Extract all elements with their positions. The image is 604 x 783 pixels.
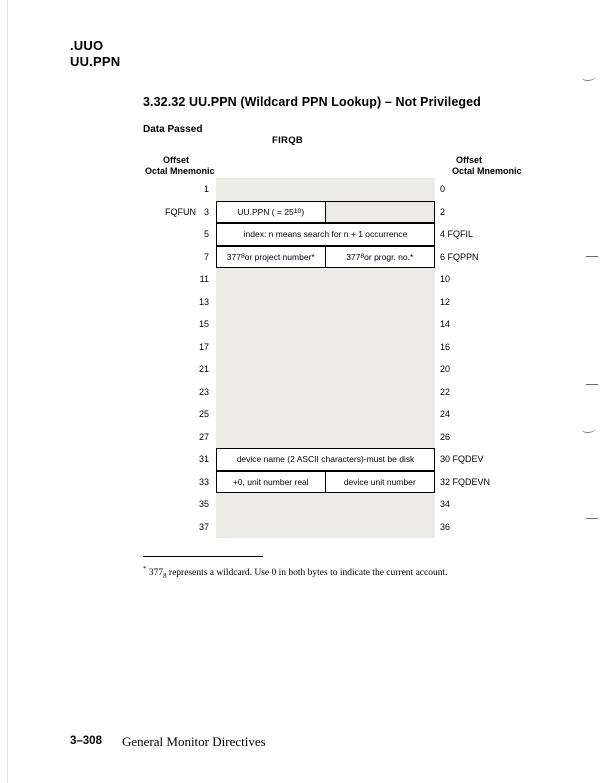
firqb-row — [216, 246, 435, 269]
firqb-row — [216, 358, 435, 381]
firqb-cell: +0, unit number real — [217, 472, 326, 493]
data-passed-label: Data Passed — [143, 124, 203, 135]
right-column-header-line2: Octal Mnemonic — [452, 166, 522, 176]
firqb-cell — [326, 202, 435, 223]
scan-edge-mark — [586, 384, 598, 385]
left-offset-mnemonic: FQFUN — [165, 206, 196, 217]
left-offset-octal: 21 — [198, 364, 209, 374]
right-offset-label: 4 FQFIL — [440, 229, 474, 239]
firqb-diagram — [143, 178, 491, 538]
right-offset-label: 16 — [440, 341, 451, 352]
left-column-header — [145, 155, 215, 177]
right-offset-label: 36 — [440, 521, 451, 532]
scan-edge-mark — [586, 256, 598, 257]
left-offset-octal: 3 — [203, 206, 209, 217]
firqb-cell: 377 8 or progr. no.* — [326, 247, 435, 268]
scan-edge-line — [7, 0, 8, 783]
running-head-line2: UU.PPN — [70, 54, 121, 69]
right-offset-label: 24 — [440, 409, 451, 419]
left-offset-octal: 7 — [203, 251, 209, 262]
firqb-row — [216, 381, 435, 404]
left-offset-octal: 27 — [198, 431, 209, 442]
firqb-row — [216, 448, 435, 471]
scan-edge-mark — [582, 424, 596, 433]
left-offset-octal: 33 — [198, 476, 209, 487]
scan-edge-mark — [586, 518, 598, 519]
right-offset-label: 6 FQPPN — [440, 251, 479, 262]
firqb-row — [216, 268, 435, 291]
right-offset-label: 30 FQDEV — [440, 454, 484, 464]
left-offset-octal: 15 — [198, 319, 209, 329]
footnote-marker: * — [143, 565, 147, 573]
firqb-row — [216, 516, 435, 539]
footer-title: General Monitor Directives — [122, 734, 266, 749]
firqb-row — [216, 336, 435, 359]
right-offset-label: 32 FQDEVN — [440, 476, 491, 487]
right-offset-label: 20 — [440, 364, 451, 374]
left-offset-octal: 37 — [198, 521, 209, 532]
right-column-header-line1: Offset — [456, 155, 483, 165]
scan-edge-mark — [582, 72, 596, 81]
left-offset-octal: 31 — [198, 454, 209, 464]
left-offset-octal: 17 — [198, 341, 209, 352]
firqb-cell: UU.PPN ( = 25 10 ) — [217, 202, 326, 223]
right-offset-label: 12 — [440, 296, 451, 307]
right-offset-label: 14 — [440, 319, 451, 329]
left-offset-octal: 25 — [198, 409, 209, 419]
firqb-row — [216, 291, 435, 314]
left-offset-octal: 5 — [203, 229, 209, 239]
firqb-row — [216, 426, 435, 449]
running-head-line1: .UUO — [70, 38, 104, 53]
firqb-cell: device unit number — [326, 472, 435, 493]
left-offset-octal: 35 — [198, 499, 209, 509]
firqb-row — [216, 313, 435, 336]
running-head — [70, 38, 120, 70]
left-offset-octal: 1 — [203, 184, 209, 194]
left-offset-octal: 11 — [199, 274, 209, 284]
left-offset-octal: 23 — [198, 386, 209, 397]
footnote-rule — [143, 556, 263, 557]
firqb-cell: index: n means search for n + 1 occurrence — [217, 224, 434, 245]
firqb-row — [216, 403, 435, 426]
right-offset-label: 22 — [440, 386, 451, 397]
firqb-row — [216, 178, 435, 201]
right-column-header — [452, 155, 532, 177]
section-heading: 3.32.32 UU.PPN (Wildcard PPN Lookup) – Not Privileged — [143, 95, 481, 109]
firqb-cell: 377 8 or project number* — [217, 247, 326, 268]
right-offset-label: 34 — [440, 499, 451, 509]
firqb-label: FIRQB — [272, 135, 304, 146]
firqb-row — [216, 471, 435, 494]
right-offset-label: 26 — [440, 431, 451, 442]
left-column-header-line2: Octal Mnemonic — [145, 166, 215, 176]
firqb-row — [216, 201, 435, 224]
right-offset-label: 2 — [440, 206, 446, 217]
footnote-text: $377_8$ represents a wildcard. Use 0 in both bytes to indicate the current account. — [148, 568, 448, 581]
firqb-cell: device name (2 ASCII characters)-must be disk — [217, 449, 434, 470]
right-offset-label: 10 — [440, 274, 451, 284]
right-offset-label: 0 — [440, 184, 446, 194]
left-column-header-line1: Offset — [163, 155, 190, 165]
firqb-row — [216, 493, 435, 516]
footnote — [143, 563, 543, 583]
firqb-row — [216, 223, 435, 246]
page-number: 3–308 — [70, 735, 102, 747]
left-offset-octal: 13 — [198, 296, 209, 307]
